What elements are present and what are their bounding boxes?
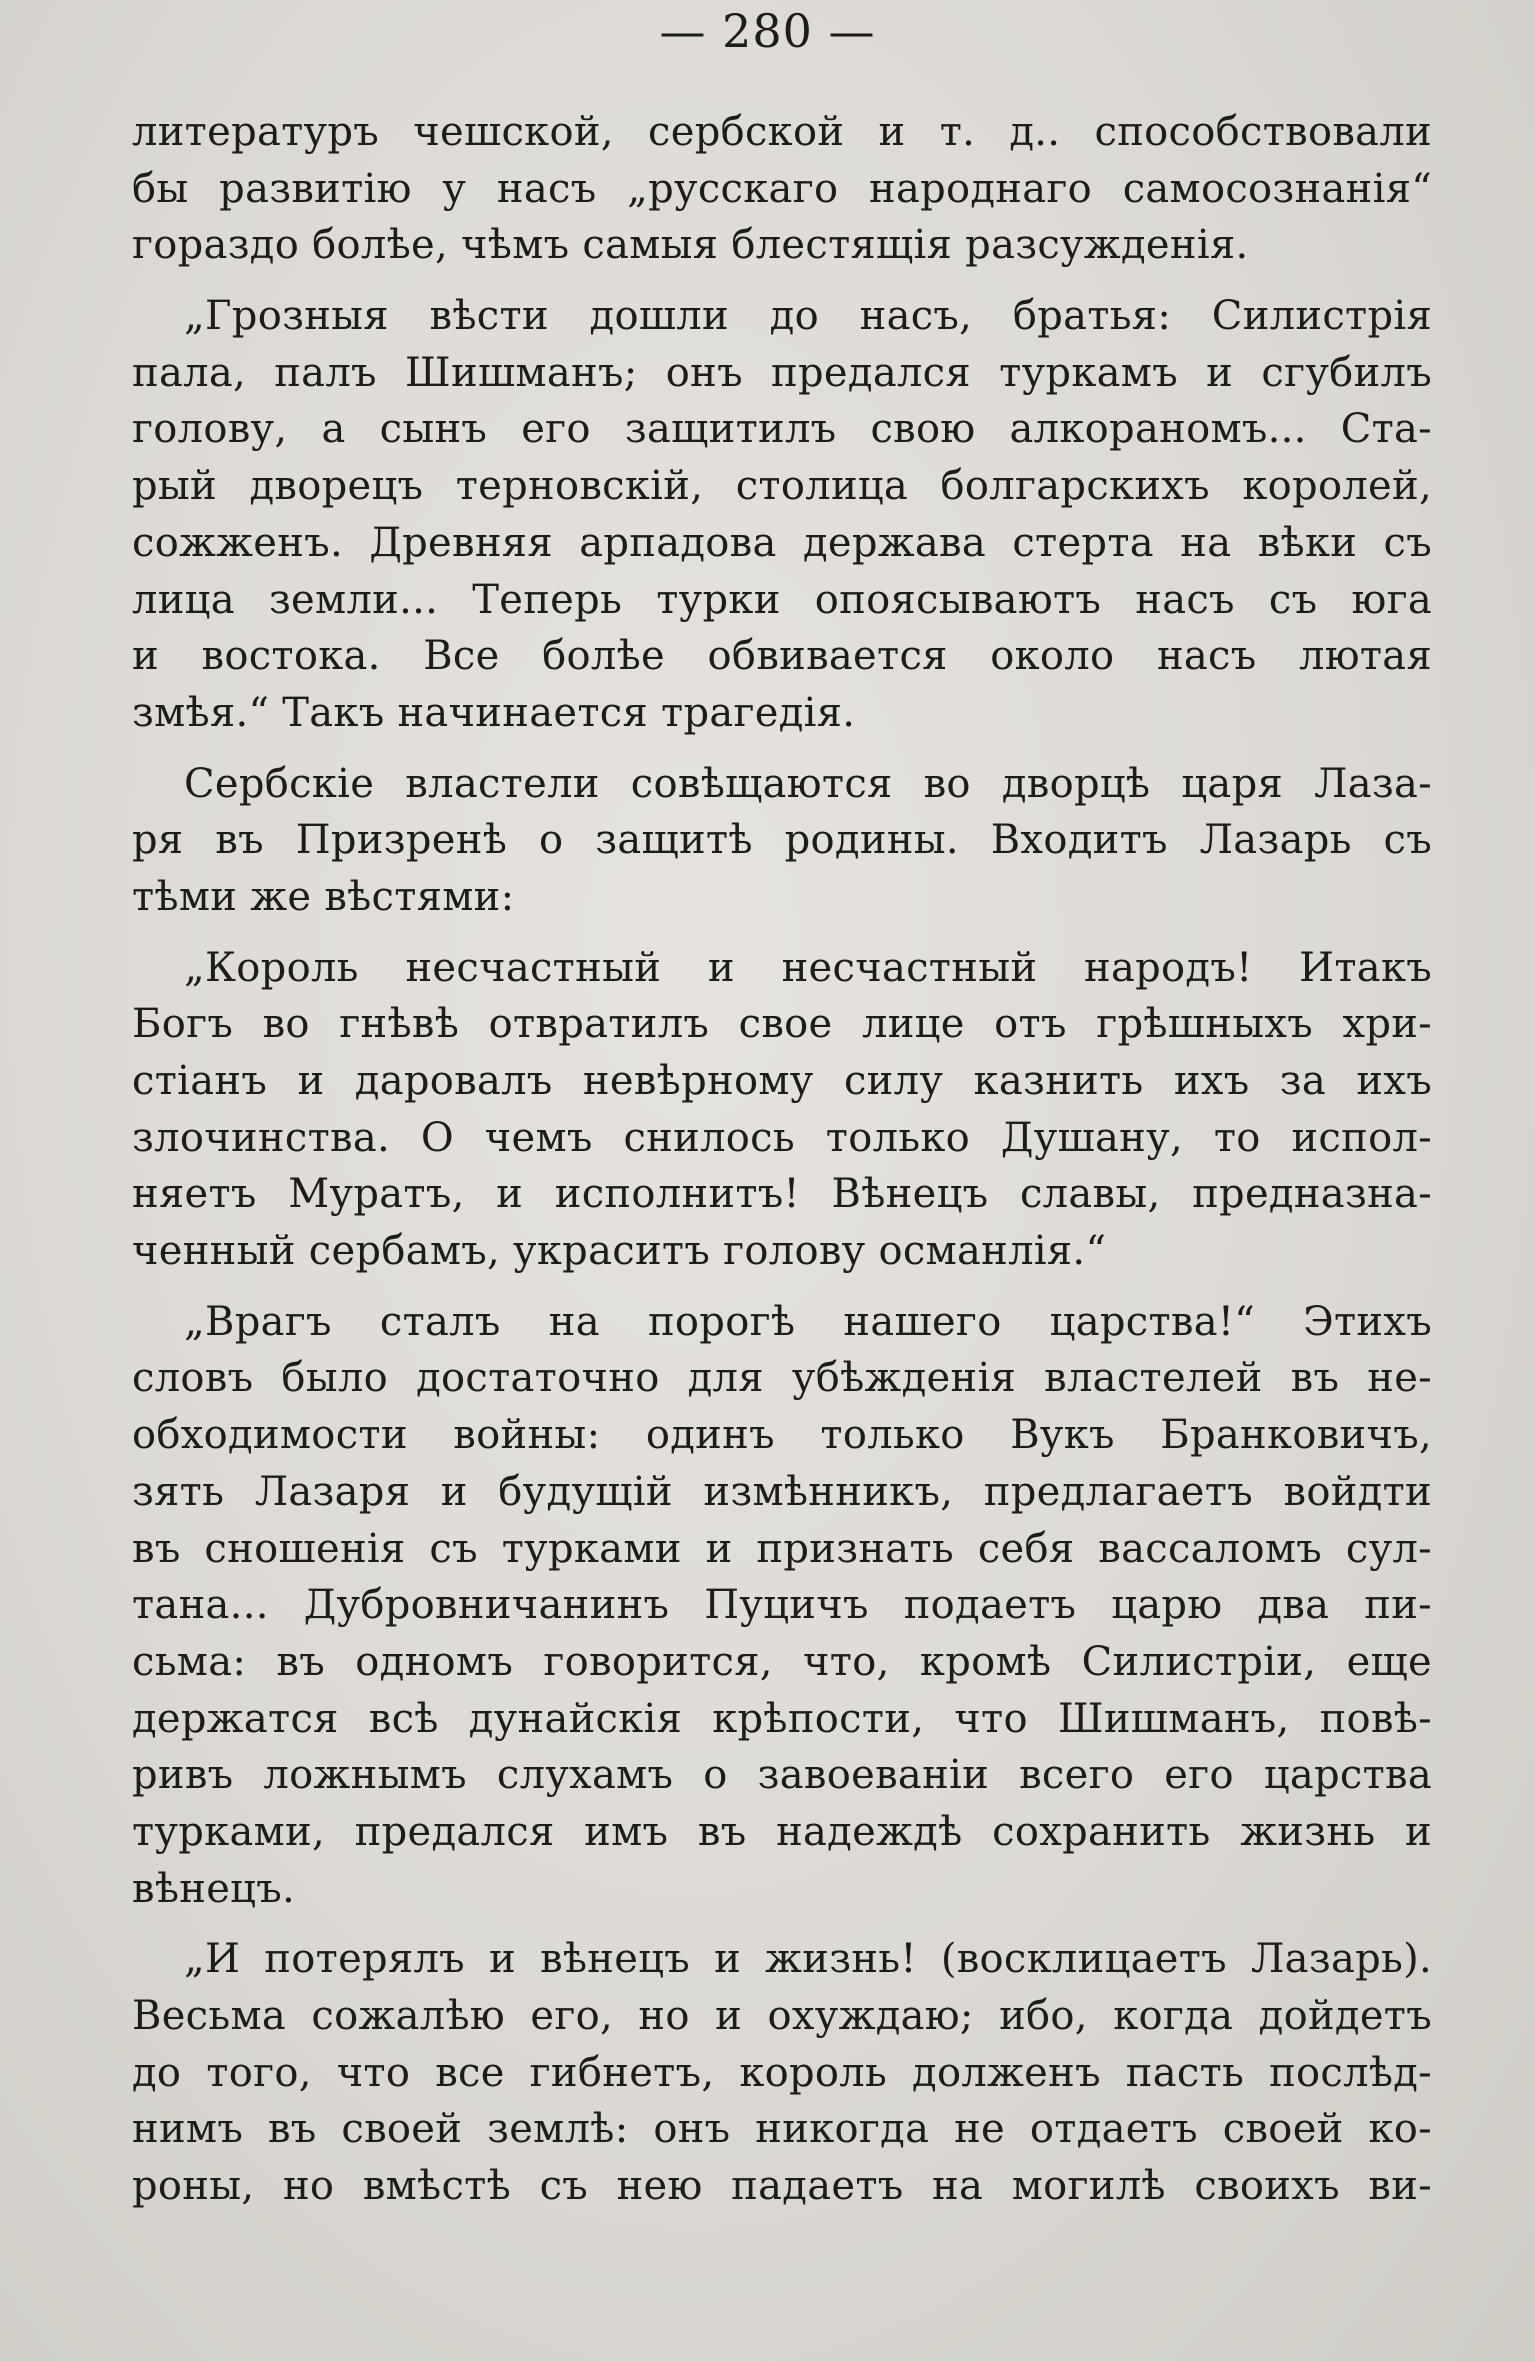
text-line: обходимости войны: одинъ только Вукъ Бранковичъ, <box>132 1412 1432 1459</box>
paragraph <box>132 940 1432 1280</box>
text-line: „Врагъ сталъ на порогѣ нашего царства!“ Этихъ <box>184 1298 1432 1345</box>
paragraph <box>132 1294 1432 1918</box>
text-line: литературъ чешской, сербской и т. д.. способствовали <box>132 109 1432 155</box>
paragraph <box>132 288 1432 742</box>
text-line: няетъ Муратъ, и исполнитъ! Вѣнецъ славы, предназна- <box>132 1171 1432 1218</box>
text-line: пала, палъ Шишманъ; онъ предался туркамъ и сгубилъ <box>132 349 1432 396</box>
text-line: „Грозныя вѣсти дошли до насъ, братья: Силистрія <box>184 293 1432 340</box>
text-line: вѣнецъ. <box>132 1865 295 1912</box>
text-line: гораздо болѣе, чѣмъ самыя блестящія разсужденія. <box>132 222 1249 269</box>
text-line: змѣя.“ Такъ начинается трагедія. <box>132 689 856 736</box>
text-line: турками, предался имъ въ надеждѣ сохранить жизнь и <box>132 1808 1432 1855</box>
text-line: рый дворецъ терновскій, столица болгарскихъ королей, <box>132 463 1432 510</box>
text-line: и востока. Все болѣе обвивается около насъ лютая <box>132 633 1432 680</box>
text-line: Богъ во гнѣвѣ отвратилъ свое лице отъ грѣшныхъ хри- <box>132 1001 1432 1048</box>
paragraph <box>132 1931 1432 2214</box>
body-text <box>132 104 1432 2215</box>
paragraph <box>132 756 1432 926</box>
text-line: лица земли... Теперь турки опоясываютъ насъ съ юга <box>132 576 1432 623</box>
text-line: бы развитію у насъ „русскаго народнаго самосознанія“ <box>132 165 1432 212</box>
text-line: ченный сербамъ, украситъ голову османлія.“ <box>132 1228 1107 1275</box>
page-number: — 280 — <box>659 4 876 58</box>
text-line: тѣми же вѣстями: <box>132 873 515 920</box>
text-line: ривъ ложнымъ слухамъ о завоеваніи всего его царства <box>132 1752 1432 1799</box>
text-line: злочинства. О чемъ снилось только Душану, то испол- <box>132 1114 1432 1161</box>
text-line: роны, но вмѣстѣ съ нею падаетъ на могилѣ своихъ ви- <box>132 2163 1432 2210</box>
text-line: Весьма сожалѣю его, но и охуждаю; ибо, когда дойдетъ <box>132 1993 1432 2039</box>
text-line: сожженъ. Древняя арпадова держава стерта на вѣки съ <box>132 519 1432 566</box>
text-line: словъ было достаточно для убѣжденія властелей въ не- <box>132 1355 1432 1402</box>
text-line: до того, что все гибнетъ, король долженъ пасть послѣд- <box>132 2049 1432 2096</box>
text-line: „И потерялъ и вѣнецъ и жизнь! (восклицаетъ Лазарь). <box>184 1936 1432 1983</box>
text-line: стіанъ и даровалъ невѣрному силу казнить ихъ за ихъ <box>132 1058 1432 1104</box>
text-line: „Король несчастный и несчастный народъ! Итакъ <box>184 944 1432 991</box>
text-line: въ сношенія съ турками и признать себя вассаломъ сул- <box>132 1525 1432 1572</box>
text-line: голову, а сынъ его защитилъ свою алкораномъ... Ста- <box>132 406 1432 453</box>
text-line: держатся всѣ дунайскія крѣпости, что Шишманъ, повѣ- <box>132 1695 1432 1742</box>
text-line: Сербскіе властели совѣщаются во дворцѣ царя Лаза- <box>184 760 1432 807</box>
text-line: ря въ Призренѣ о защитѣ родины. Входитъ Лазарь съ <box>132 817 1432 864</box>
text-line: тана... Дубровничанинъ Пуцичъ подаетъ царю два пи- <box>132 1582 1432 1629</box>
paragraph <box>132 104 1432 274</box>
text-line: нимъ въ своей землѣ: онъ никогда не отдаетъ своей ко- <box>132 2106 1432 2153</box>
text-line: зять Лазаря и будущій измѣнникъ, предлагаетъ войдти <box>132 1468 1432 1515</box>
text-line: сьма: въ одномъ говорится, что, кромѣ Силистріи, еще <box>132 1638 1432 1685</box>
